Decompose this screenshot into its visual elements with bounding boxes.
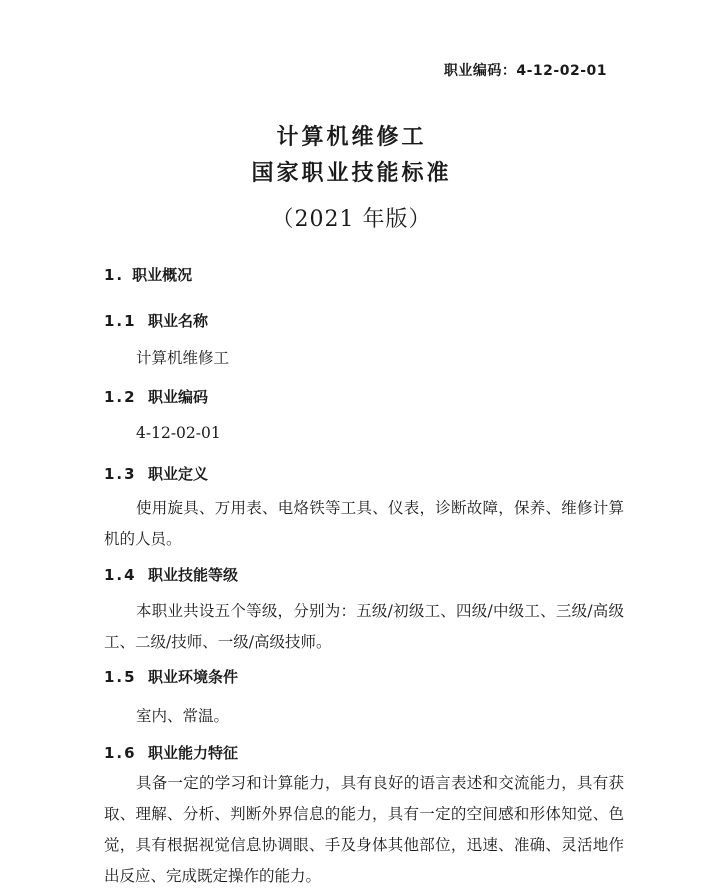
section-title: 职业编码 [148,388,209,406]
section-title: 职业技能等级 [148,566,239,584]
section-content-1-6: 具备一定的学习和计算能力，具有良好的语言表述和交流能力，具有获取、理解、分析、判断外界信息的能力，具有一定的空间感和形体知觉、色觉，具有根据视觉信息协调眼、手及身体其他部位，迅速、准确、灵活地作出反应、完成既定操作的能力。 [104,774,624,885]
section-heading-1-1 [104,310,208,331]
section-title: 职业定义 [148,465,209,483]
section-number: 1. [104,266,125,284]
section-number: 1.5 [104,668,137,686]
section-title: 职业概况 [132,266,193,284]
section-title: 职业能力特征 [148,744,239,762]
section-heading-1-2 [104,386,208,407]
section-number: 1.4 [104,566,137,584]
occupation-code-label: 职业编码：4-12-02-01 [443,63,607,79]
section-title: 职业名称 [148,312,209,330]
section-content-1-1: 计算机维修工 [136,349,230,367]
section-number: 1.2 [104,388,137,406]
section-number: 1.3 [104,465,137,483]
section-content-1-3: 使用旋具、万用表、电烙铁等工具、仪表，诊断故障，保养、维修计算机的人员。 [104,499,624,548]
section-content-1-5: 室内、常温。 [136,707,230,725]
section-heading-1 [104,264,192,285]
section-number: 1.1 [104,312,137,330]
section-heading-1-4 [104,564,238,585]
document-title-line2: 国家职业技能标准 [251,161,452,186]
section-heading-1-5 [104,666,238,687]
section-content-1-4: 本职业共设五个等级，分别为：五级/初级工、四级/中级工、三级/高级工、二级/技师、一级/高级技师。 [104,602,624,651]
section-content-1-2: 4-12-02-01 [136,424,221,442]
section-number: 1.6 [104,744,137,762]
section-title: 职业环境条件 [148,668,239,686]
document-title-line1: 计算机维修工 [276,125,427,150]
document-edition: （2021 年版） [271,207,432,232]
section-heading-1-3 [104,463,208,484]
section-heading-1-6 [104,742,238,763]
